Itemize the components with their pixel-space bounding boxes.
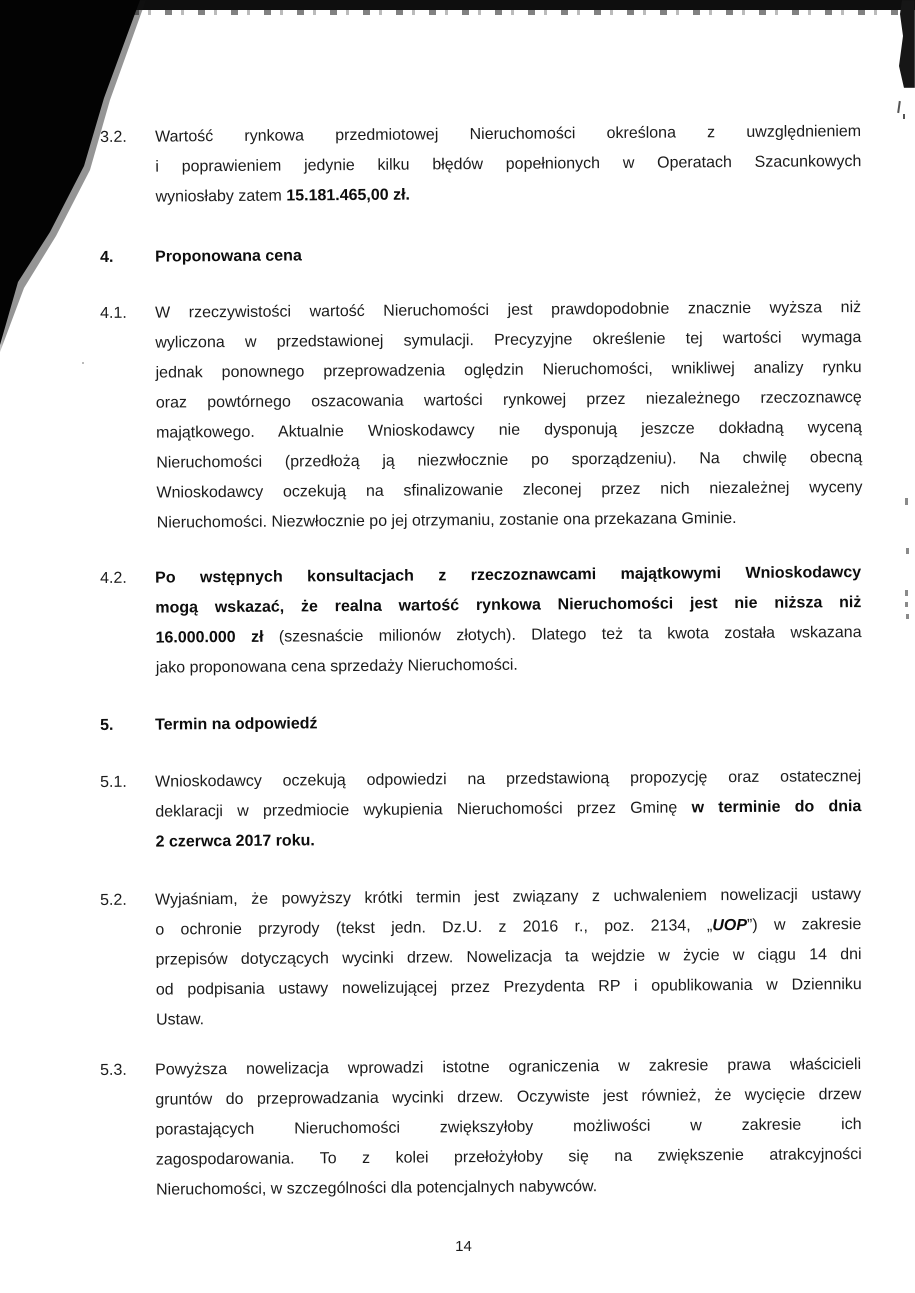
text-run: jako proponowana cena sprzedaży Nieruchomości. bbox=[155, 656, 518, 677]
section-body bbox=[155, 558, 862, 684]
text-line bbox=[155, 618, 861, 654]
text-run: deklaracji w przedmiocie wykupienia Nieruchomości przez Gminę bbox=[155, 799, 692, 821]
text-run: Ustaw. bbox=[155, 1011, 205, 1029]
section-4-1 bbox=[100, 293, 864, 539]
text-line bbox=[156, 473, 862, 509]
text-line bbox=[156, 970, 862, 1006]
section-5-heading bbox=[100, 705, 862, 741]
text-run: majątkowego. Aktualnie Wnioskodawcy nie dysponują jeszcze dokładną wyceną bbox=[155, 419, 863, 442]
text-run: Powyższa nowelizacja wprowadzi istotne ograniczenia w zakresie prawa właścicieli bbox=[155, 1056, 862, 1079]
text-line bbox=[157, 503, 863, 539]
section-heading: Proponowana cena bbox=[155, 247, 302, 266]
text-run: 2 czerwca 2017 roku. bbox=[155, 832, 315, 851]
section-body bbox=[155, 1050, 862, 1206]
text-line bbox=[156, 1170, 862, 1206]
section-5-1 bbox=[100, 762, 863, 858]
text-run: wyliczona w przedstawionej symulacji. Precyzyjne określenie tej wartości wymaga bbox=[155, 329, 862, 352]
text-run: o ochronie przyrody (tekst jedn. Dz.U. z 2016 r., poz. 2134, „ bbox=[155, 917, 713, 939]
text-line bbox=[156, 648, 862, 684]
section-4-heading bbox=[100, 237, 862, 273]
text-run: 16.000.000 zł bbox=[155, 628, 264, 647]
text-line bbox=[156, 1000, 862, 1036]
text-run: UOP bbox=[712, 916, 748, 935]
section-body bbox=[155, 117, 862, 213]
section-body bbox=[155, 880, 862, 1036]
section-number: 4. bbox=[100, 248, 114, 266]
section-number: 5.3. bbox=[100, 1061, 127, 1079]
text-run: Nieruchomości. Niezwłocznie po jej otrzymaniu, zostanie ona przekazana Gminie. bbox=[156, 510, 737, 532]
text-run: Wartość rynkowa przedmiotowej Nieruchomości określona z uwzględnieniem bbox=[155, 123, 862, 146]
text-run: 15.181.465,00 zł. bbox=[286, 186, 411, 205]
section-number: 5. bbox=[100, 716, 114, 734]
section-number: 4.1. bbox=[100, 304, 127, 322]
section-4-2 bbox=[100, 558, 863, 684]
text-run: W rzeczywistości wartość Nieruchomości jest prawdopodobnie znacznie wyższa niż bbox=[155, 299, 862, 322]
text-run: Wnioskodawcy oczekują na sfinalizowanie zleconej przez nich niezależnej wyceny bbox=[156, 479, 863, 502]
text-run: zagospodarowania. To z kolei przełożyłoby się na zwiększenie atrakcyjności bbox=[155, 1146, 862, 1169]
section-5-3 bbox=[100, 1050, 863, 1206]
text-run: Nieruchomości (przedłożą ją niezwłocznie po sporządzeniu). Na chwilę obecną bbox=[156, 449, 863, 472]
text-run: Po wstępnych konsultacjach z rzeczoznawcami majątkowymi Wnioskodawcy bbox=[155, 564, 862, 587]
text-run: od podpisania ustawy nowelizującej przez Prezydenta RP i opublikowania w Dzienniku bbox=[155, 976, 862, 999]
section-heading: Termin na odpowiedź bbox=[155, 715, 318, 734]
section-body bbox=[155, 762, 862, 858]
text-run: gruntów do przeprowadzania wycinki drzew. Oczywiste jest również, że wycięcie drzew bbox=[155, 1086, 862, 1109]
section-number: 5.2. bbox=[100, 891, 127, 909]
text-run: w terminie do dnia bbox=[691, 798, 862, 817]
section-number: 5.1. bbox=[100, 773, 127, 791]
text-line bbox=[156, 1140, 862, 1176]
text-line bbox=[155, 147, 861, 183]
text-run: Wyjaśniam, że powyższy krótki termin jest związany z uchwaleniem nowelizacji ustawy bbox=[155, 886, 862, 909]
section-5-2 bbox=[100, 880, 863, 1036]
section-body bbox=[155, 237, 861, 273]
text-run: Wnioskodawcy oczekują odpowiedzi na przedstawioną propozycję oraz ostatecznej bbox=[155, 768, 862, 791]
text-run: przepisów dotyczących wycinki drzew. Nowelizacja ta wejdzie w życie w ciągu 14 dni bbox=[155, 946, 862, 969]
text-run: jednak ponownego przeprowadzenia oględzin Nieruchomości, wnikliwej analizy rynku bbox=[155, 359, 862, 382]
text-line bbox=[155, 792, 861, 828]
text-run: mogą wskazać, że realna wartość rynkowa Nieruchomości jest nie niższa niż bbox=[155, 594, 862, 617]
text-line bbox=[155, 822, 861, 858]
text-run: oraz powtórnego oszacowania wartości rynkowej przez niezależnego rzeczoznawcę bbox=[155, 389, 862, 412]
text-line bbox=[155, 177, 861, 213]
text-run: (szesnaście milionów złotych). Dlatego też ta kwota została wskazana bbox=[263, 624, 862, 646]
page-number: 14 bbox=[455, 1238, 472, 1255]
text-run: porastających Nieruchomości zwiększyłoby możliwości w zakresie ich bbox=[155, 1116, 862, 1139]
text-run: i poprawieniem jedynie kilku błędów popełnionych w Operatach Szacunkowych bbox=[155, 153, 862, 176]
section-number: 4.2. bbox=[100, 569, 127, 587]
text-run: Nieruchomości, w szczególności dla potencjalnych nabywców. bbox=[155, 1178, 598, 1199]
section-3-2 bbox=[100, 117, 863, 213]
text-run: ”) w zakresie bbox=[746, 916, 862, 934]
section-number: 3.2. bbox=[100, 128, 127, 146]
section-body bbox=[155, 705, 861, 741]
section-body bbox=[155, 293, 863, 539]
text-run: wyniosłaby zatem bbox=[155, 187, 287, 206]
